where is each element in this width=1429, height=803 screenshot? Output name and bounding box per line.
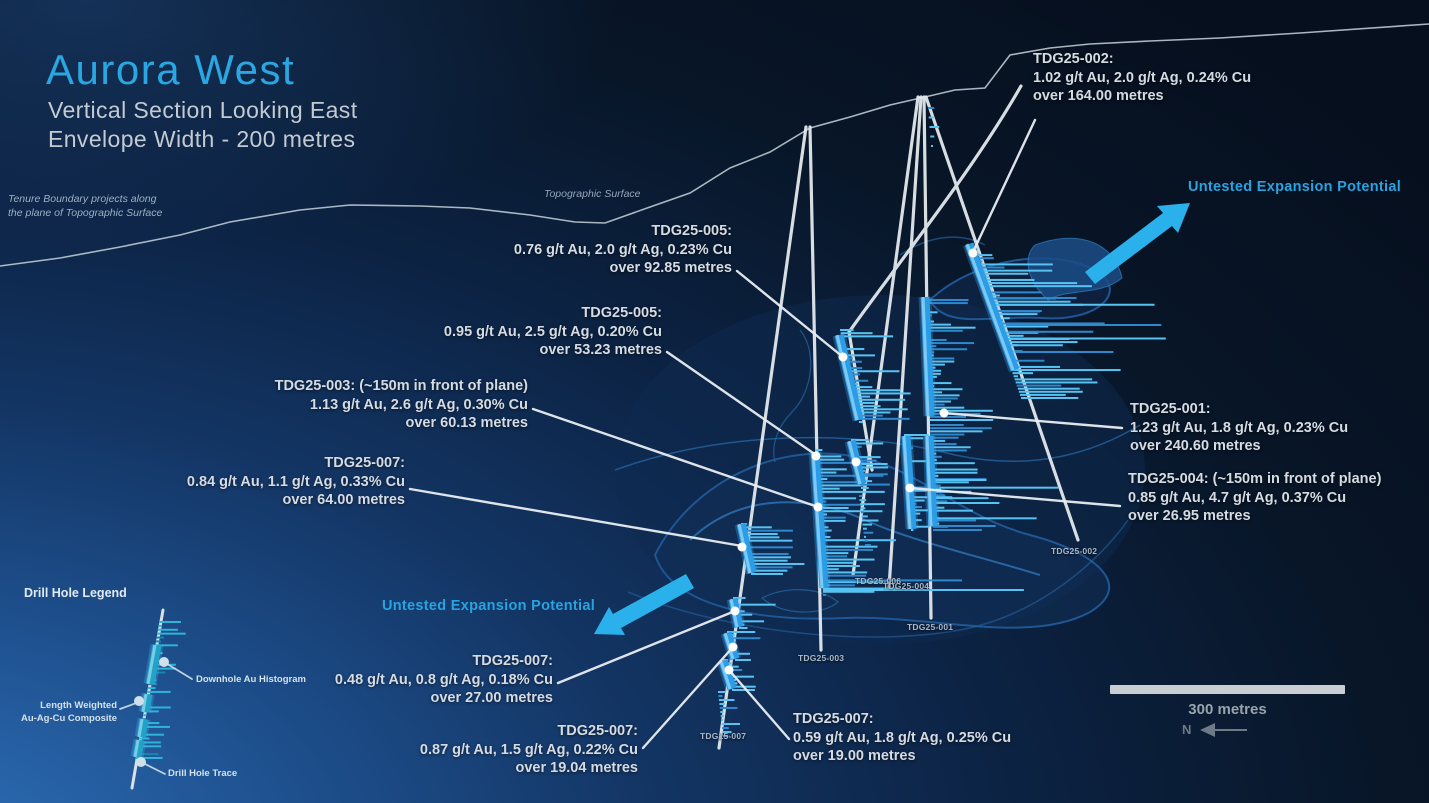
expansion-label-right: Untested Expansion Potential: [1188, 179, 1402, 195]
expansion-label-left: Untested Expansion Potential: [382, 598, 596, 614]
legend-composite-dot: [134, 696, 144, 706]
expansion-arrow-left-icon: [594, 574, 694, 635]
legend-trace-label: Drill Hole Trace: [168, 768, 238, 779]
annotation-tdg25-005-b: TDG25-005: 0.95 g/t Au, 2.5 g/t Ag, 0.20% Cu over 53.23 metres: [443, 305, 662, 358]
legend-composite-label: Length Weighted Au-Ag-Cu Composite: [20, 700, 117, 724]
hole-label-tdg25-001: TDG25-001: [907, 622, 954, 632]
legend-histogram-dot: [159, 657, 169, 667]
annotation-tdg25-004: TDG25-004: (~150m in front of plane) 0.85 g/t Au, 4.7 g/t Ag, 0.37% Cu over 26.95 metres: [1128, 471, 1382, 524]
legend-title: Drill Hole Legend: [24, 586, 127, 600]
page-title: Aurora West: [46, 46, 296, 93]
hole-label-tdg25-006: TDG25-006: [855, 576, 902, 586]
page-subtitle: [48, 96, 358, 154]
legend-histogram: [136, 621, 186, 759]
scale-bar: [1110, 685, 1345, 694]
hole-label-tdg25-003: TDG25-003: [798, 653, 845, 663]
annotation-tdg25-005-a: TDG25-005: 0.76 g/t Au, 2.0 g/t Ag, 0.23% Cu over 92.85 metres: [513, 223, 732, 276]
hole-label-tdg25-004: TDG25-004: [883, 581, 930, 591]
scale-label: 300 metres: [1188, 701, 1267, 718]
annotation-tdg25-007-d: TDG25-007: 0.59 g/t Au, 1.8 g/t Ag, 0.25% Cu over 19.00 metres: [793, 711, 1012, 764]
legend-trace-dot: [136, 757, 146, 767]
hole-label-tdg25-002: TDG25-002: [1051, 546, 1098, 556]
tenure-note: Tenure Boundary projects along the plane of Topographic Surface: [8, 193, 163, 219]
annotation-tdg25-007-c: TDG25-007: 0.87 g/t Au, 1.5 g/t Ag, 0.22% Cu over 19.04 metres: [419, 723, 638, 776]
hole-label-tdg25-007: TDG25-007: [700, 731, 747, 741]
north-label: N: [1182, 722, 1192, 737]
topographic-surface-label: Topographic Surface: [544, 188, 641, 200]
annotation-tdg25-003: TDG25-003: (~150m in front of plane) 1.13 g/t Au, 2.6 g/t Ag, 0.30% Cu over 60.13 metres: [274, 378, 528, 431]
legend-histogram-label: Downhole Au Histogram: [196, 674, 306, 685]
subtitle-line-1: Vertical Section Looking East: [48, 97, 358, 123]
annotation-tdg25-002: TDG25-002: 1.02 g/t Au, 2.0 g/t Ag, 0.24% Cu over 164.00 metres: [1033, 51, 1252, 104]
annotation-tdg25-007-a: TDG25-007: 0.84 g/t Au, 1.1 g/t Ag, 0.33% Cu over 64.00 metres: [186, 455, 405, 508]
annotation-tdg25-007-b: TDG25-007: 0.48 g/t Au, 0.8 g/t Ag, 0.18% Cu over 27.00 metres: [334, 653, 553, 706]
subtitle-line-2: Envelope Width - 200 metres: [48, 126, 356, 152]
annotation-tdg25-001: TDG25-001: 1.23 g/t Au, 1.8 g/t Ag, 0.23% Cu over 240.60 metres: [1130, 401, 1349, 454]
expansion-arrow-right-icon: [1085, 203, 1190, 284]
north-arrow-icon: [1200, 723, 1247, 737]
